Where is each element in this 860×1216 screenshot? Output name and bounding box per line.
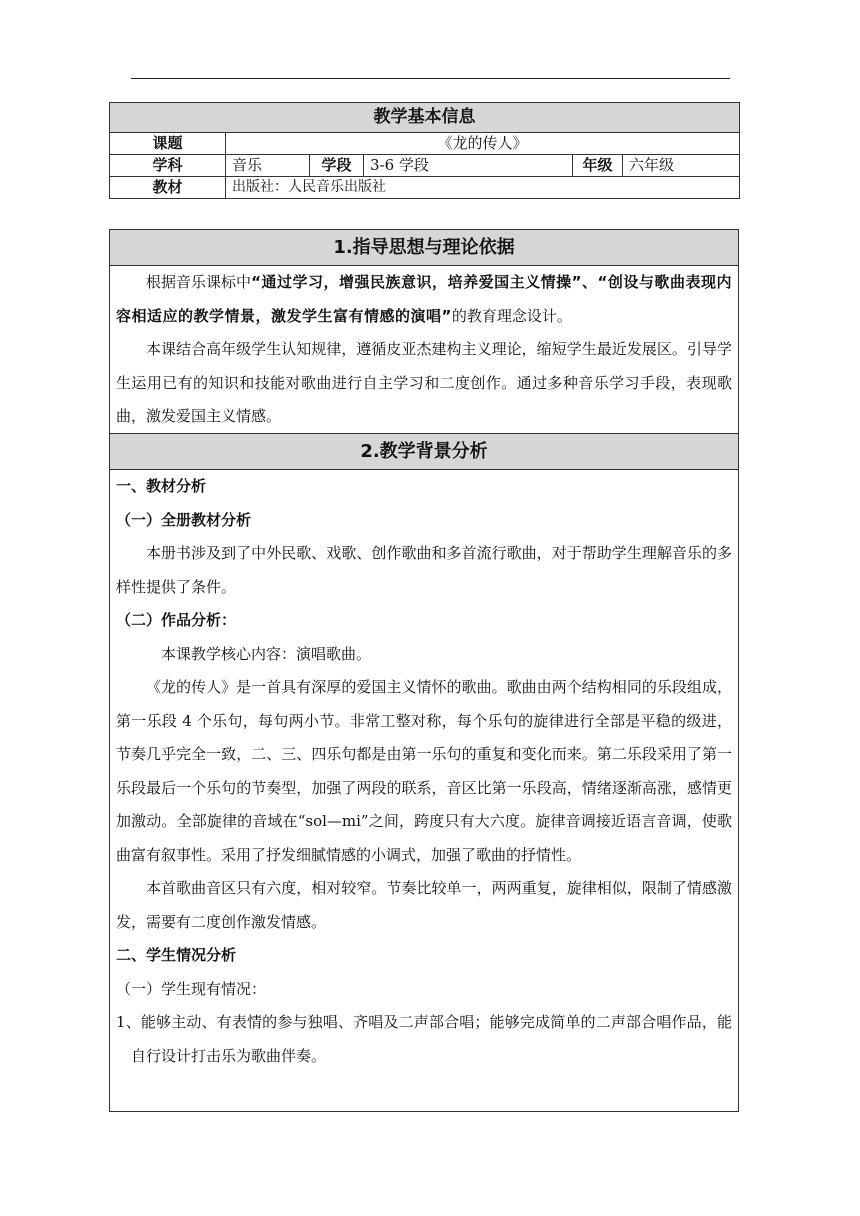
material-value: 出版社：人民音乐出版社 [226,177,740,199]
header-rule [131,78,730,79]
paragraph-range: 本首歌曲音区只有六度，相对较窄。节奏比较单一，两两重复，旋律相似，限制了情感激发，需要有二度创作激发情感。 [116,879,732,931]
section1-title: 1.指导思想与理论依据 [110,230,738,266]
grade-label: 年级 [573,155,623,177]
heading-work-analysis: （二）作品分析： [116,611,237,629]
paragraph-core-content: 本课教学核心内容：演唱歌曲。 [161,644,372,663]
section1-paragraph-1 [116,266,732,333]
section1-paragraph-2: 本课结合高年级学生认知规律，遵循皮亚杰建构主义理论，缩短学生最近发展区。引导学生运用已有的知识和技能对歌曲进行自主学习和二度创作。通过多种音乐学习手段，表现歌曲，激发爱国主义情感。 [116,340,732,425]
section1-p1-emphasis: “通过学习，增强民族意识，培养爱国主义情操”、“创设与歌曲表现内容相适应的教学情景，激发学生富有情感的演唱” [116,273,732,325]
subject-value: 音乐 [226,155,310,177]
section-background-analysis [109,433,739,1112]
paragraph-work-analysis: 《龙的传人》是一首具有深厚的爱国主义情怀的歌曲。歌曲由两个结构相同的乐段组成，第一乐段 4 个乐句，每句两小节。非常工整对称，每个乐句的旋律进行全部是平稳的级进，节奏几乎完全一致，二、三、四乐句都是由第一乐句的重复和变化而来。第二乐段采用了第一乐段最后一个乐句的节奏型，加强了两段的联系，音区比第一乐段高，情绪逐渐高涨，感情更加激动。全部旋律的音域在“sol—mi”之间，跨度只有大六度。旋律音调接近语言音调，使歌曲富有叙事性。采用了抒发细腻情感的小调式，加强了歌曲的抒情性。 [116,678,732,864]
stage-value: 3-6 学段 [364,155,573,177]
heading-material-analysis: 一、教材分析 [116,477,207,495]
topic-label: 课题 [110,133,226,155]
heading-student-current: （一）学生现有情况： [116,979,267,998]
section1-p1-post: 的教育理念设计。 [451,306,572,325]
heading-student-analysis: 二、学生情况分析 [116,946,237,964]
section2-title: 2.教学背景分析 [110,434,738,470]
basic-info-title: 教学基本信息 [110,103,740,133]
stage-label: 学段 [310,155,364,177]
section-guiding-ideology [109,229,739,433]
paragraph-student-current: 1、能够主动、有表情的参与独唱、齐唱及二声部合唱；能够完成简单的二声部合唱作品，能自行设计打击乐为歌曲伴奏。 [116,1013,732,1065]
paragraph-book-analysis: 本册书涉及到了中外民歌、戏歌、创作歌曲和多首流行歌曲，对于帮助学生理解音乐的多样性提供了条件。 [116,544,732,596]
material-label: 教材 [110,177,226,199]
heading-book-analysis: （一）全册教材分析 [116,510,252,529]
grade-value: 六年级 [623,155,740,177]
section1-p1-pre: 根据音乐课标中 [146,273,252,291]
subject-label: 学科 [110,155,226,177]
basic-info-table [109,102,740,199]
topic-value: 《龙的传人》 [226,133,740,155]
